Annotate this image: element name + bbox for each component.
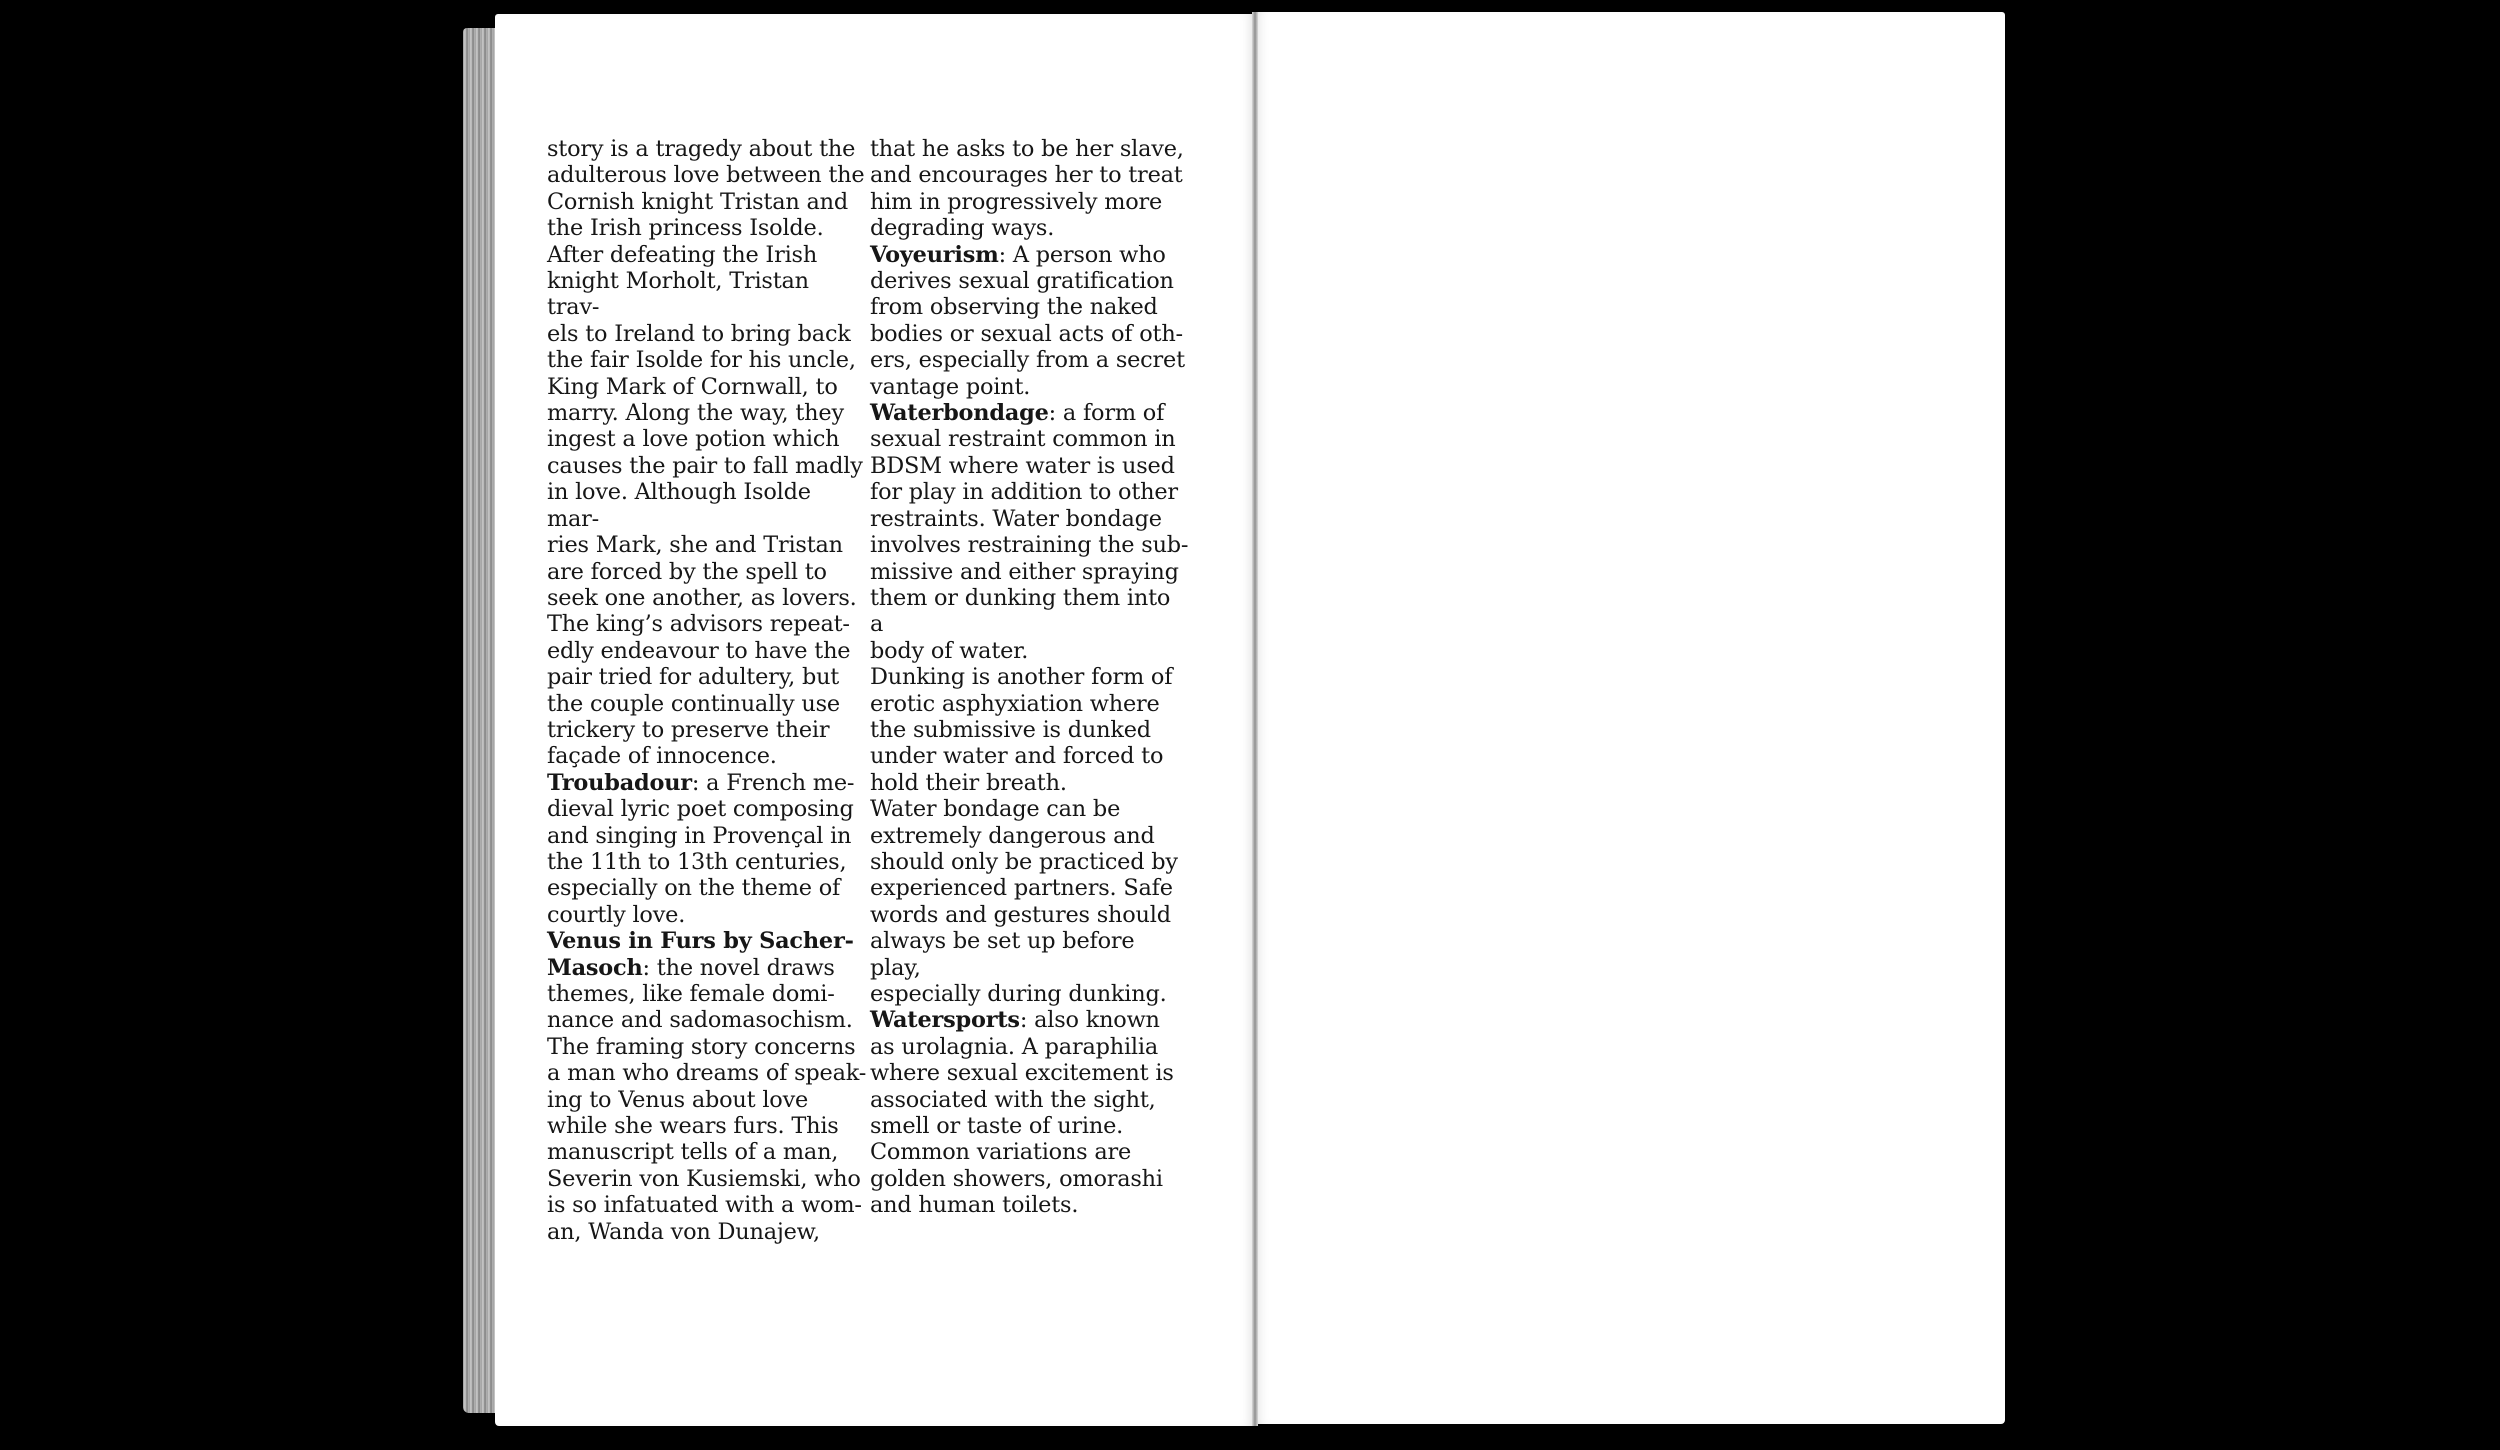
term-venus-in-furs: Venus in Furs by Sacher- Masoch — [547, 928, 854, 981]
glossary-entry-waterbondage — [870, 400, 1190, 664]
glossary-entry-watersports — [870, 1007, 1190, 1218]
glossary-column-right — [870, 136, 1190, 1219]
tristan-isolde-paragraph: story is a tragedy about the adulterous love between the Cornish knight Tristan and the Irish princess Isolde. After defeating the Irish knight Morholt, Tristan trav- els to Ireland to bring back the fair Isolde for his uncle, King Mark of Cornwall, to marry. Along the way, they ingest a love potion which causes the pair to fall madly in love. Although Isolde mar- ries Mark, she and Tristan are forced by the spell to seek one another, as lovers. The king’s advisors repeat- edly endeavour to have the pair tried for adultery, but the couple continually use trickery to preserve their façade of innocence. — [547, 136, 865, 770]
right-page-blank — [1255, 12, 2005, 1424]
glossary-entry-venus-in-furs — [547, 928, 867, 1245]
definition-waterbondage: : a form of sexual restraint common in BDSM where water is used for play in addition to other restraints. Water bondage involves restraining the sub- missive and either spraying them or dunking them into a body of water. — [870, 400, 1189, 664]
glossary-entry-voyeurism — [870, 242, 1190, 400]
definition-troubadour: : a French me- dieval lyric poet composing and singing in Provençal in the 11th to 13th centuries, especially on the theme of courtly love. — [547, 769, 855, 928]
dunking-paragraph: Dunking is another form of erotic asphyxiation where the submissive is dunked under water and forced to hold their breath. — [870, 664, 1173, 796]
term-watersports: Watersports — [870, 1007, 1020, 1034]
venus-continuation-paragraph: that he asks to be her slave, and encourages her to treat him in progressively more degrading ways. — [870, 136, 1184, 242]
glossary-entry-troubadour — [547, 770, 867, 928]
definition-watersports: : also known as urolagnia. A paraphilia where sexual excitement is associated with the sight, smell or taste of urine. Common variations are golden showers, omorashi and human toilets. — [870, 1007, 1174, 1219]
term-waterbondage: Waterbondage — [870, 400, 1049, 427]
water-bondage-warning-paragraph: Water bondage can be extremely dangerous and should only be practiced by experienced partners. Safe words and gestures should always be set up before play, especially during dunking. — [870, 796, 1178, 1007]
definition-venus-in-furs: : the novel draws themes, like female domi- nance and sadomasochism. The framing story concerns a man who dreams of speak- ing to Venus about love while she wears furs. This manuscript tells of a man, Severin von Kusiemski, who is so infatuated with a wom- an, Wanda von Dunajew, — [547, 954, 867, 1245]
term-voyeurism: Voyeurism — [870, 241, 999, 268]
term-troubadour: Troubadour — [547, 769, 692, 796]
book-gutter — [1252, 12, 1258, 1426]
definition-voyeurism: : A person who derives sexual gratification from observing the naked bodies or sexual acts of oth- ers, especially from a secret vantage point. — [870, 241, 1185, 400]
glossary-column-left — [547, 136, 867, 1245]
